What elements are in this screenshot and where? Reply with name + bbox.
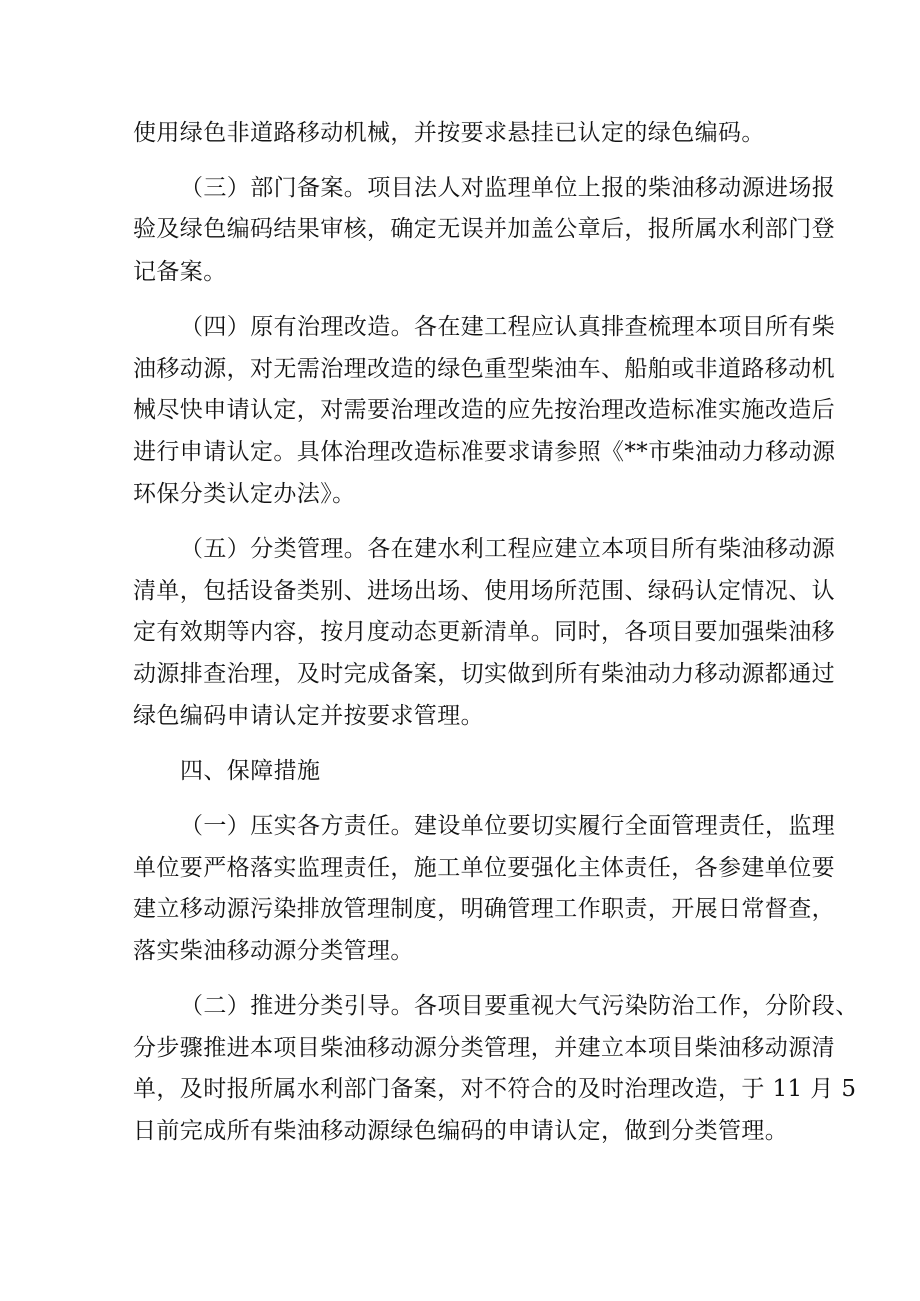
paragraph-line: 单，及时报所属水利部门备案，对不符合的及时治理改造，于 11 月 5 bbox=[133, 1076, 857, 1102]
paragraph-line: 油移动源，对无需治理改造的绿色重型柴油车、船舶或非道路移动机 bbox=[133, 356, 835, 382]
section-heading: 四、保障措施 bbox=[180, 758, 321, 784]
paragraph-line: 单位要严格落实监理责任，施工单位要强化主体责任，各参建单位要 bbox=[133, 855, 835, 881]
paragraph-line: 定有效期等内容，按月度动态更新清单。同时，各项目要加强柴油移 bbox=[133, 619, 835, 645]
paragraph-line: （四）原有治理改造。各在建工程应认真排查梳理本项目所有柴 bbox=[180, 314, 836, 340]
paragraph-line: 进行申请认定。具体治理改造标准要求请参照《**市柴油动力移动源 bbox=[133, 439, 836, 465]
paragraph-line: 环保分类认定办法》。 bbox=[133, 481, 356, 507]
paragraph-line: （二）推进分类引导。各项目要重视大气污染防治工作，分阶段、 bbox=[180, 993, 859, 1019]
paragraph-line: 清单，包括设备类别、进场出场、使用场所范围、绿码认定情况、认 bbox=[133, 578, 835, 604]
paragraph-line: 绿色编码申请认定并按要求管理。 bbox=[133, 703, 484, 729]
paragraph-line: （三）部门备案。项目法人对监理单位上报的柴油移动源进场报 bbox=[180, 175, 836, 201]
paragraph-line: 动源排查治理，及时完成备案，切实做到所有柴油动力移动源都通过 bbox=[133, 661, 835, 687]
paragraph-line: （一）压实各方责任。建设单位要切实履行全面管理责任，监理 bbox=[180, 813, 836, 839]
paragraph-line: 落实柴油移动源分类管理。 bbox=[133, 938, 414, 964]
paragraph-line: （五）分类管理。各在建水利工程应建立本项目所有柴油移动源 bbox=[180, 536, 836, 562]
paragraph-line: 使用绿色非道路移动机械，并按要求悬挂已认定的绿色编码。 bbox=[133, 120, 765, 146]
paragraph-line: 日前完成所有柴油移动源绿色编码的申请认定，做到分类管理。 bbox=[133, 1118, 789, 1144]
paragraph-line: 建立移动源污染排放管理制度，明确管理工作职责，开展日常督查， bbox=[133, 896, 835, 922]
paragraph-line: 验及绿色编码结果审核，确定无误并加盖公章后，报所属水利部门登 bbox=[133, 216, 835, 242]
paragraph-line: 分步骤推进本项目柴油移动源分类管理，并建立本项目柴油移动源清 bbox=[133, 1035, 835, 1061]
paragraph-line: 记备案。 bbox=[133, 259, 227, 285]
paragraph-line: 械尽快申请认定，对需要治理改造的应先按治理改造标准实施改造后 bbox=[133, 397, 835, 423]
